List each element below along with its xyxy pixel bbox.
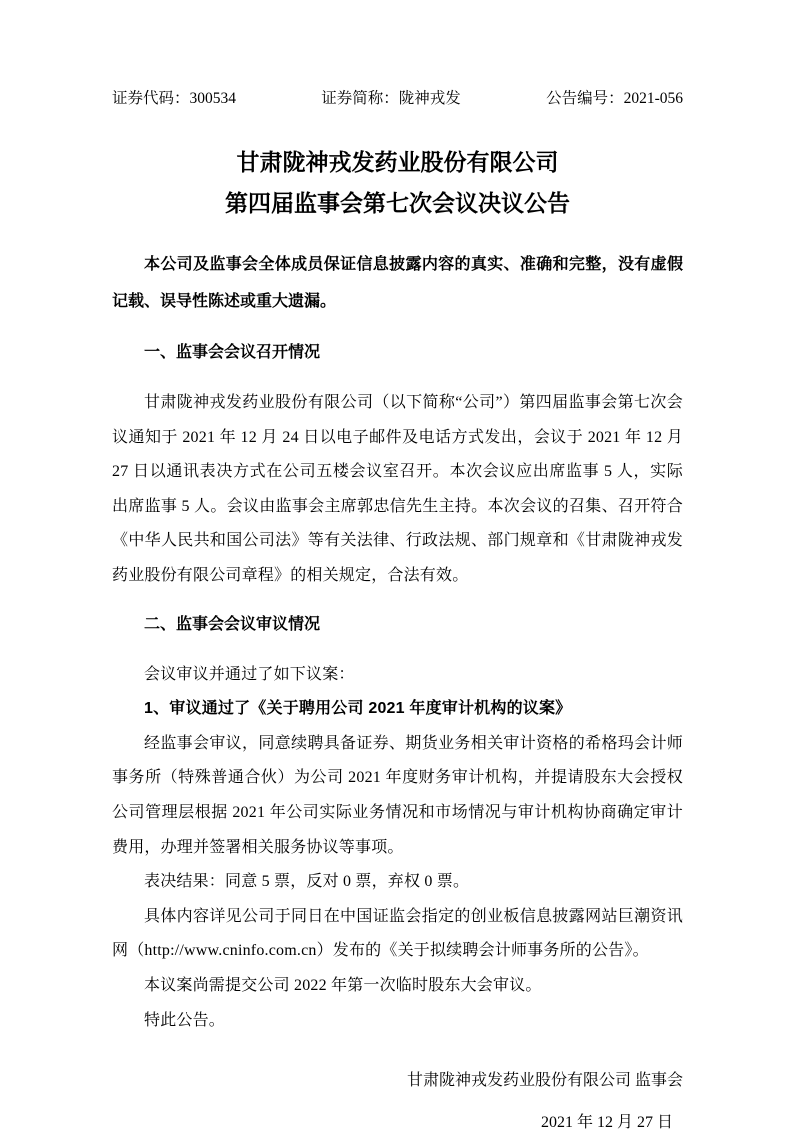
section-2-heading: 二、监事会会议审议情况 — [144, 615, 321, 633]
resolution-detail-paragraph: 经监事会审议，同意续聘具备证券、期货业务相关审计资格的希格玛会计师事务所（特殊普通合伙）为公司 2021 年度财务审计机构，并提请股东大会授权公司管理层根据 2021 年公司实际业务情况和市场情况与审计机构协商确定审计费用，办理并签署相关服务协议等事项。 — [112, 734, 683, 856]
shareholder-meeting-note: 本议案尚需提交公司 2022 年第一次临时股东大会审议。 — [144, 976, 542, 994]
resolution-title: 1、审议通过了《关于聘用公司 2021 年度审计机构的议案》 — [144, 700, 572, 718]
disclosure-notice: 本公司及监事会全体成员保证信息披露内容的真实、准确和完整，没有虚假记载、误导性陈述或重大遗漏。 — [112, 256, 683, 310]
closing-statement: 特此公告。 — [144, 1011, 226, 1029]
stock-code: 证券代码：300534 — [112, 90, 237, 107]
stock-name: 证券简称：陇神戎发 — [321, 90, 461, 107]
section-1-heading: 一、监事会会议召开情况 — [144, 344, 321, 361]
document-header — [112, 88, 683, 110]
announcement-number: 公告编号：2021-056 — [546, 90, 683, 107]
section-1-paragraph: 甘肃陇神戎发药业股份有限公司（以下简称“公司”）第四届监事会第七次会议通知于 2021 年 12 月 24 日以电子邮件及电话方式发出，会议于 2021 年 12 月 27 日以通讯表决方式在公司五楼会议室召开。本次会议应出席监事 5 人，实际出席监事 5 人。会议由监事会主席郭忠信先生主持。本次会议的召集、召开符合《中华人民共和国公司法》等有关法律、行政法规、部门规章和《甘肃陇神戎发药业股份有限公司章程》的相关规定，合法有效。 — [112, 394, 683, 584]
signature-date: 2021 年 12 月 27 日 — [540, 1114, 673, 1132]
document-title — [112, 142, 683, 224]
document-title-line1: 甘肃陇神戎发药业股份有限公司 — [236, 149, 559, 175]
signature-block — [112, 1064, 683, 1140]
section-2-intro: 会议审议并通过了如下议案： — [144, 665, 355, 683]
document-title-line2: 第四届监事会第七次会议决议公告 — [225, 190, 570, 216]
signature-company: 甘肃陇神戎发药业股份有限公司 监事会 — [406, 1072, 683, 1090]
disclosure-website-paragraph: 具体内容详见公司于同日在中国证监会指定的创业板信息披露网站巨潮资讯网（http://www.cninfo.com.cn）发布的《关于拟续聘会计师事务所的公告》。 — [112, 907, 683, 960]
voting-result: 表决结果：同意 5 票，反对 0 票，弃权 0 票。 — [144, 873, 470, 891]
